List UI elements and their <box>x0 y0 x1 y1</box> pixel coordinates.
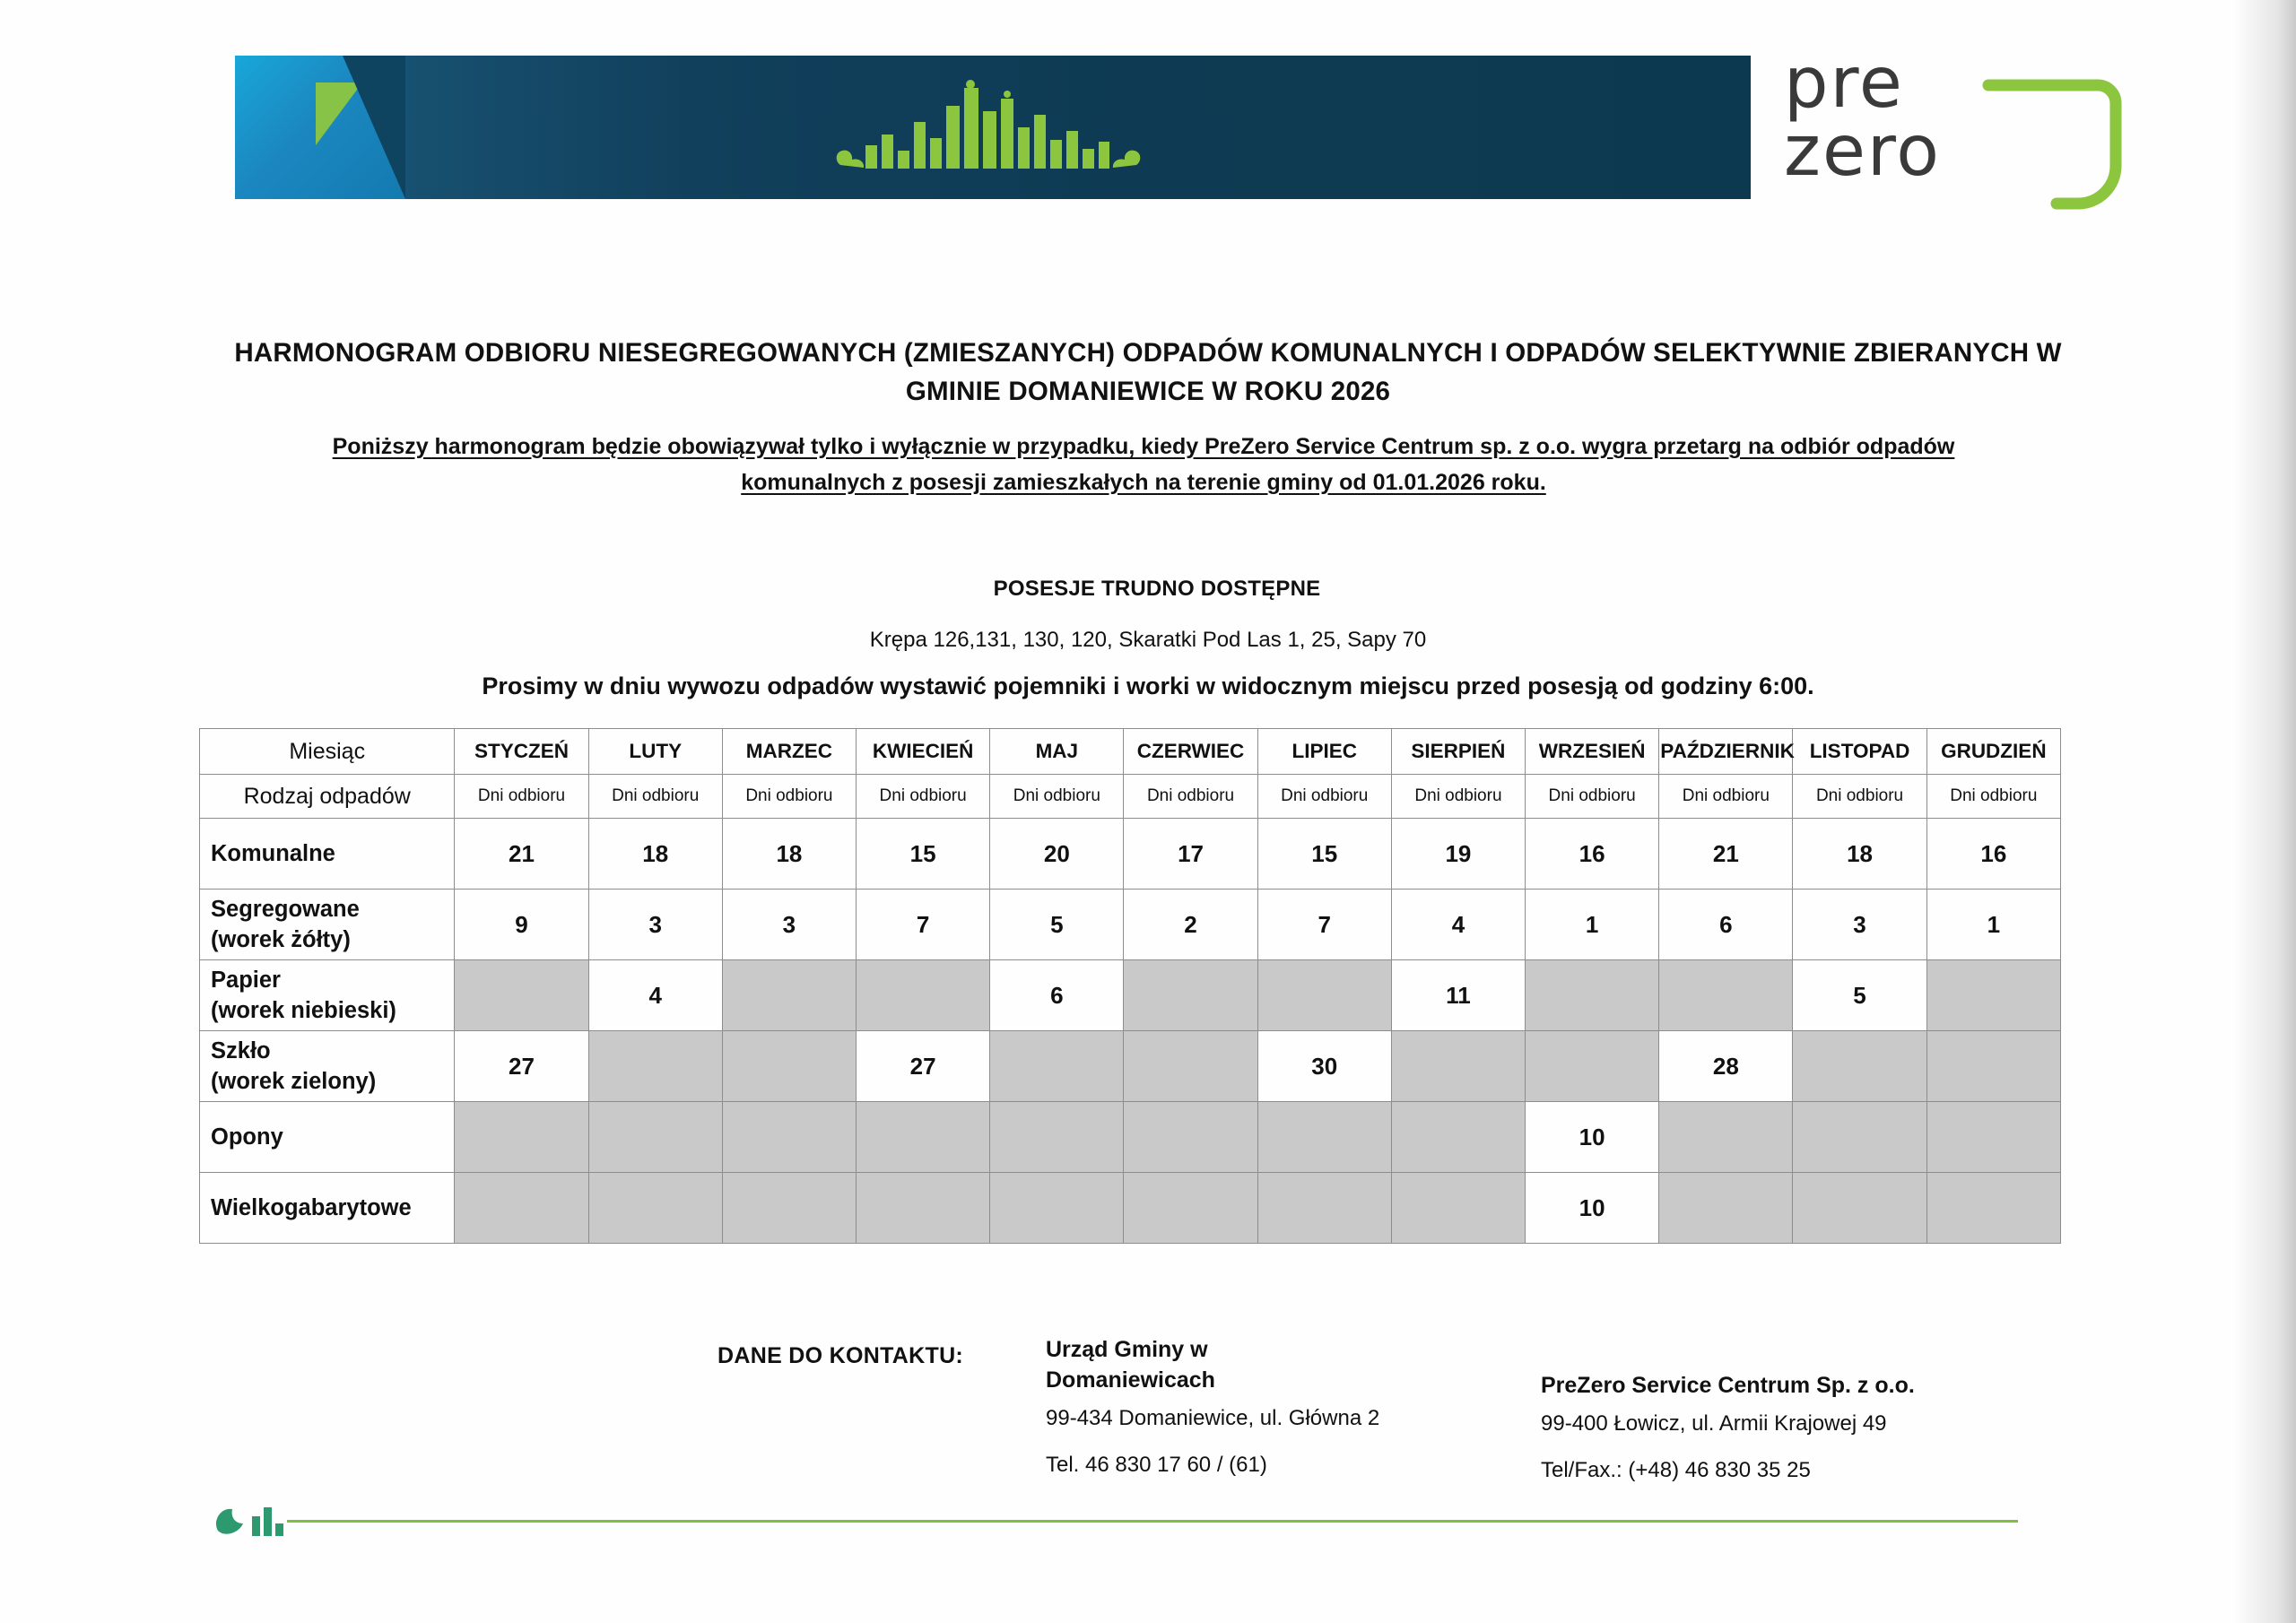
row-label-line1: Szkło <box>211 1038 271 1063</box>
data-cell-empty <box>1526 960 1659 1031</box>
data-cell: 28 <box>1659 1031 1793 1102</box>
contact-address: 99-434 Domaniewice, ul. Główna 2 <box>1046 1406 1380 1430</box>
kind-cell: Dni odbioru <box>588 775 722 819</box>
row-label-line1: Opony <box>211 1124 283 1150</box>
logo-text-zero: zero <box>1784 111 1942 192</box>
kind-cell: Dni odbioru <box>1793 775 1926 819</box>
data-cell-empty <box>1926 1173 2060 1244</box>
month-header-cell: MARZEC <box>722 729 856 775</box>
data-cell-empty <box>1257 960 1391 1031</box>
month-header-cell: LUTY <box>588 729 722 775</box>
header-kind-label: Rodzaj odpadów <box>200 775 455 819</box>
data-cell: 18 <box>1793 819 1926 890</box>
data-cell: 30 <box>1257 1031 1391 1102</box>
data-cell-empty <box>857 1102 990 1173</box>
page-subtitle <box>242 429 2045 500</box>
row-label-line2: (worek zielony) <box>211 1069 377 1094</box>
prezero-logo <box>1780 43 2139 206</box>
data-cell-empty <box>990 1102 1124 1173</box>
kind-cell: Dni odbioru <box>1257 775 1391 819</box>
contact-name-line1: Urząd Gminy w <box>1046 1337 1208 1362</box>
data-cell-empty <box>857 1173 990 1244</box>
data-cell: 6 <box>990 960 1124 1031</box>
data-cell-empty <box>1659 1102 1793 1173</box>
data-cell: 1 <box>1526 890 1659 960</box>
data-cell: 4 <box>1391 890 1525 960</box>
kind-cell: Dni odbioru <box>1659 775 1793 819</box>
data-cell: 3 <box>1793 890 1926 960</box>
data-cell: 7 <box>1257 890 1391 960</box>
data-cell: 11 <box>1391 960 1525 1031</box>
kind-cell: Dni odbioru <box>1391 775 1525 819</box>
row-label-line2: (worek żółty) <box>211 927 351 952</box>
kind-cell: Dni odbioru <box>455 775 588 819</box>
data-cell-empty <box>455 1102 588 1173</box>
banner-graphic <box>235 56 1751 199</box>
contact-phone: Tel/Fax.: (+48) 46 830 35 25 <box>1541 1458 1811 1482</box>
data-cell-empty <box>1793 1173 1926 1244</box>
month-header-cell: MAJ <box>990 729 1124 775</box>
schedule-table-wrapper <box>199 728 2061 1244</box>
data-cell-empty <box>1659 1173 1793 1244</box>
kind-cell: Dni odbioru <box>1124 775 1257 819</box>
badge-wrapper <box>933 572 1381 608</box>
status-badge: POSESJE TRUDNO DOSTĘPNE <box>978 572 1337 608</box>
row-label-line2: (worek niebieski) <box>211 998 396 1023</box>
month-header-cell: LIPIEC <box>1257 729 1391 775</box>
table-row <box>200 960 2061 1031</box>
data-cell-empty <box>1926 1102 2060 1173</box>
table-row <box>200 890 2061 960</box>
contact-block-gmina <box>1046 1334 1548 1488</box>
data-cell-empty <box>990 1173 1124 1244</box>
month-header-cell: CZERWIEC <box>1124 729 1257 775</box>
data-cell: 15 <box>1257 819 1391 890</box>
data-cell: 17 <box>1124 819 1257 890</box>
data-cell-empty <box>1124 1173 1257 1244</box>
kind-cell: Dni odbioru <box>1926 775 2060 819</box>
table-row <box>200 819 2061 890</box>
data-cell-empty <box>722 1173 856 1244</box>
month-header-cell: SIERPIEŃ <box>1391 729 1525 775</box>
contact-name-line2: Domaniewicach <box>1046 1367 1215 1393</box>
data-cell-empty <box>990 1031 1124 1102</box>
data-cell-empty <box>455 960 588 1031</box>
data-cell-empty <box>1257 1102 1391 1173</box>
data-cell-empty <box>1793 1102 1926 1173</box>
data-cell: 27 <box>455 1031 588 1102</box>
data-cell-empty <box>1926 1031 2060 1102</box>
contact-address: 99-400 Łowicz, ul. Armii Krajowej 49 <box>1541 1411 1887 1436</box>
data-cell-empty <box>722 1102 856 1173</box>
footer-rule <box>287 1520 2018 1523</box>
kind-cell: Dni odbioru <box>1526 775 1659 819</box>
data-cell: 16 <box>1926 819 2060 890</box>
data-cell-empty <box>1659 960 1793 1031</box>
data-cell-empty <box>1124 960 1257 1031</box>
contact-block-prezero <box>1541 1370 2097 1494</box>
row-label <box>200 1173 455 1244</box>
footer-leaf-skyline-icon <box>211 1484 309 1551</box>
data-cell: 5 <box>1793 960 1926 1031</box>
data-cell: 18 <box>722 819 856 890</box>
month-header-cell: PAŹDZIERNIK <box>1659 729 1793 775</box>
notice-text: Prosimy w dniu wywozu odpadów wystawić pojemniki i worki w widocznym miejscu przed posesją od godziny 6:00. <box>482 673 1814 699</box>
data-cell-empty <box>722 960 856 1031</box>
data-cell: 5 <box>990 890 1124 960</box>
data-cell-empty <box>1926 960 2060 1031</box>
data-cell-empty <box>1391 1173 1525 1244</box>
subtitle-line-1: Poniższy harmonogram będzie obowiązywał tylko i wyłącznie w przypadku, kiedy PreZero Service Centrum sp. z o.o. wygra przetarg na odbiór odpadów <box>332 434 1955 459</box>
data-cell: 2 <box>1124 890 1257 960</box>
data-cell: 19 <box>1391 819 1525 890</box>
data-cell: 7 <box>857 890 990 960</box>
data-cell-empty <box>588 1102 722 1173</box>
row-label <box>200 890 455 960</box>
page-title: HARMONOGRAM ODBIORU NIESEGREGOWANYCH (ZMIESZANYCH) ODPADÓW KOMUNALNYCH I ODPADÓW SELEKTYWNIE ZBIERANYCH W GMINIE DOMANIEWICE W ROKU 2026 <box>234 338 2062 406</box>
table-row-months <box>200 729 2061 775</box>
data-cell: 18 <box>588 819 722 890</box>
table-row-kinds <box>200 775 2061 819</box>
data-cell: 10 <box>1526 1102 1659 1173</box>
row-label <box>200 960 455 1031</box>
table-row <box>200 1173 2061 1244</box>
contact-phone: Tel. 46 830 17 60 / (61) <box>1046 1453 1267 1477</box>
data-cell-empty <box>722 1031 856 1102</box>
data-cell: 21 <box>1659 819 1793 890</box>
scan-edge-shadow <box>2233 0 2296 1623</box>
month-header-cell: WRZESIEŃ <box>1526 729 1659 775</box>
row-label-line1: Papier <box>211 968 281 993</box>
table-row <box>200 1102 2061 1173</box>
month-header-cell: GRUDZIEŃ <box>1926 729 2060 775</box>
data-cell: 21 <box>455 819 588 890</box>
subtitle-line-2: komunalnych z posesji zamieszkałych na terenie gminy od 01.01.2026 roku. <box>741 470 1546 495</box>
data-cell-empty <box>1124 1102 1257 1173</box>
data-cell: 1 <box>1926 890 2060 960</box>
header-banner <box>235 56 1760 199</box>
data-cell-empty <box>1124 1031 1257 1102</box>
data-cell-empty <box>1391 1031 1525 1102</box>
month-header-cell: STYCZEŃ <box>455 729 588 775</box>
banner-corner-accent <box>235 56 405 199</box>
month-header-cell: LISTOPAD <box>1793 729 1926 775</box>
data-cell-empty <box>1391 1102 1525 1173</box>
schedule-table <box>199 728 2061 1244</box>
data-cell-empty <box>857 960 990 1031</box>
data-cell: 15 <box>857 819 990 890</box>
row-label-line1: Wielkogabarytowe <box>211 1195 412 1220</box>
contact-name: PreZero Service Centrum Sp. z o.o. <box>1541 1373 1915 1398</box>
city-skyline-icon <box>831 79 1154 182</box>
data-cell: 3 <box>588 890 722 960</box>
row-label <box>200 819 455 890</box>
row-label <box>200 1102 455 1173</box>
data-cell: 4 <box>588 960 722 1031</box>
month-header-cell: KWIECIEŃ <box>857 729 990 775</box>
row-label-line1: Segregowane <box>211 897 360 922</box>
data-cell-empty <box>588 1173 722 1244</box>
header-month-label: Miesiąc <box>200 729 455 775</box>
data-cell: 27 <box>857 1031 990 1102</box>
data-cell: 6 <box>1659 890 1793 960</box>
row-label <box>200 1031 455 1102</box>
data-cell-empty <box>588 1031 722 1102</box>
kind-cell: Dni odbioru <box>857 775 990 819</box>
data-cell-empty <box>1257 1173 1391 1244</box>
data-cell: 20 <box>990 819 1124 890</box>
data-cell: 10 <box>1526 1173 1659 1244</box>
data-cell-empty <box>455 1173 588 1244</box>
kind-cell: Dni odbioru <box>990 775 1124 819</box>
data-cell-empty <box>1526 1031 1659 1102</box>
logo-swoosh-icon <box>1963 69 2134 221</box>
addresses-line: Krępa 126,131, 130, 120, Skaratki Pod Las 1, 25, Sapy 70 <box>869 628 1427 652</box>
data-cell: 16 <box>1526 819 1659 890</box>
data-cell-empty <box>1793 1031 1926 1102</box>
data-cell: 3 <box>722 890 856 960</box>
contacts-label: DANE DO KONTAKTU: <box>718 1343 964 1368</box>
logo-text-pre: pre <box>1784 43 1904 124</box>
table-row <box>200 1031 2061 1102</box>
row-label-line1: Komunalne <box>211 841 335 866</box>
kind-cell: Dni odbioru <box>722 775 856 819</box>
data-cell: 9 <box>455 890 588 960</box>
